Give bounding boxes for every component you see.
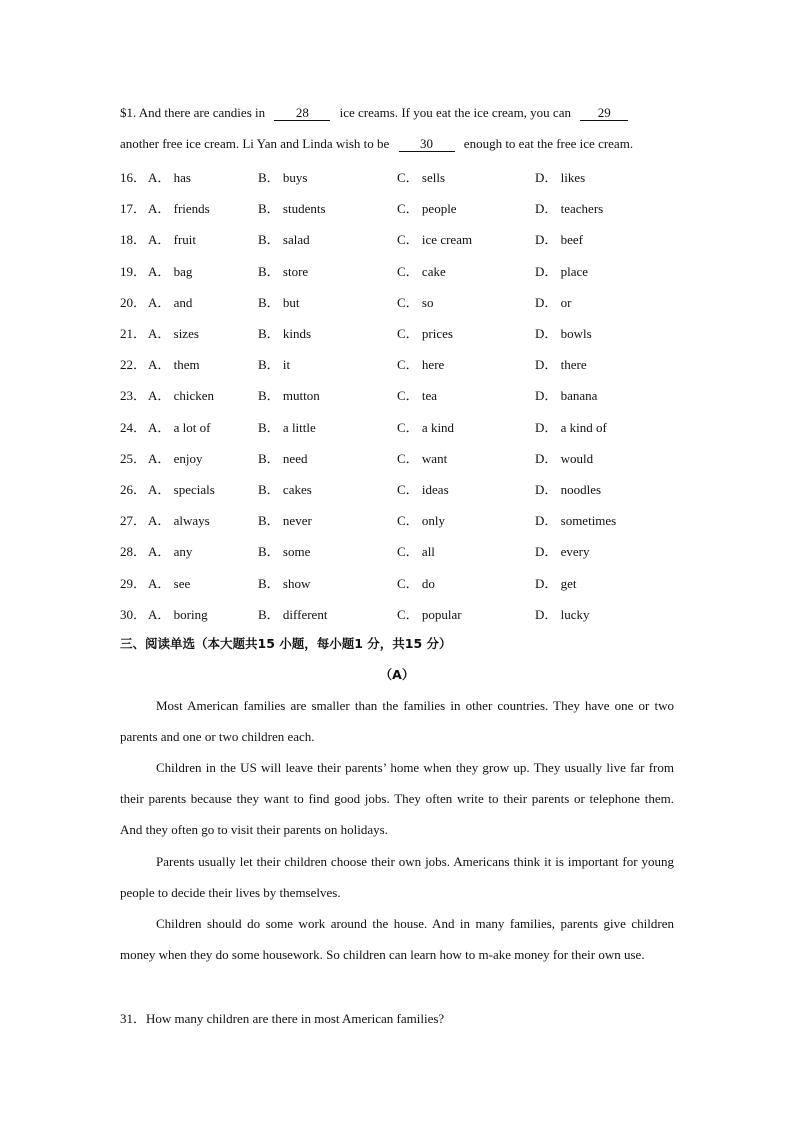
section-title: 三、阅读单选（本大题共15 小题，每小题1 分，共15 分）: [120, 636, 452, 651]
question-number: 21．: [120, 326, 147, 341]
cloze-line-1: [120, 105, 628, 121]
blank-29: 29: [580, 106, 628, 121]
option-a: A． and: [148, 294, 193, 310]
option-a: A． bag: [148, 263, 193, 279]
option-d: D． a kind of: [535, 419, 607, 435]
option-a: A． a lot of: [148, 419, 211, 435]
cloze-text: ice creams. If you eat the ice cream, you can: [339, 105, 571, 120]
option-b: B． but: [258, 294, 300, 310]
option-a: A． chicken: [148, 388, 215, 404]
option-a: A． has: [148, 170, 191, 185]
option-b: B． buys: [258, 170, 308, 185]
option-a: A． sizes: [148, 326, 199, 341]
option-d: D． noodles: [535, 482, 602, 497]
question-row: [120, 604, 680, 622]
question-row: [120, 417, 680, 435]
option-b: B． show: [258, 575, 311, 591]
question-number: 23．: [120, 388, 147, 404]
option-c: C． sells: [397, 170, 446, 185]
option-a: A． any: [148, 544, 193, 560]
option-d: D． place: [535, 263, 589, 279]
paragraph: Children should do some work around the house. And in many families, parents give children money when they do some housework. So children can learn how to m-ake money for their own use.: [120, 916, 674, 963]
option-b: B． students: [258, 201, 326, 217]
option-c: C． all: [397, 544, 435, 560]
question-row: [120, 479, 680, 497]
option-a: A． see: [148, 575, 191, 591]
question-number: 28．: [120, 544, 147, 560]
option-b: B． need: [258, 450, 308, 466]
blank-28: 28: [274, 106, 330, 121]
cloze-text: another free ice cream. Li Yan and Linda wish to be: [120, 136, 390, 151]
question-row: [120, 292, 680, 310]
question-row: [120, 323, 680, 341]
paragraph: Most American families are smaller than the families in other countries. They have one or two parents and one or two children each.: [120, 698, 674, 745]
question-number: 22．: [120, 357, 147, 373]
question-number: 30．: [120, 606, 147, 622]
question-row: [120, 573, 680, 591]
question-row: [120, 385, 680, 403]
paragraph: Parents usually let their children choose their own jobs. Americans think it is important for young people to decide their lives by themselves.: [120, 854, 674, 901]
option-a: A． always: [148, 513, 210, 529]
option-c: C． do: [397, 575, 435, 591]
option-c: C． tea: [397, 388, 438, 404]
option-c: C． popular: [397, 606, 462, 622]
question-row: [120, 541, 680, 559]
option-b: B． it: [258, 357, 291, 373]
option-b: B． some: [258, 544, 311, 560]
option-b: B． different: [258, 606, 328, 622]
option-b: B． never: [258, 513, 312, 529]
option-c: C． so: [397, 294, 434, 310]
passage-label: （A）: [379, 667, 415, 682]
question-row: [120, 261, 680, 279]
option-a: A． enjoy: [148, 450, 203, 466]
option-d: D． lucky: [535, 606, 590, 622]
option-c: C． want: [397, 450, 448, 466]
question-31: 31．How many children are there in most American families?: [120, 1011, 445, 1026]
option-c: C． cake: [397, 263, 446, 279]
option-c: C． prices: [397, 326, 453, 341]
question-row: [120, 167, 680, 185]
option-d: D． likes: [535, 170, 586, 185]
option-d: D． every: [535, 544, 590, 560]
question-number: 17．: [120, 201, 147, 217]
option-c: C． ice cream: [397, 232, 473, 248]
question-number: 25．: [120, 450, 147, 466]
option-d: D． there: [535, 357, 587, 373]
question-row: [120, 448, 680, 466]
question-number: 27．: [120, 513, 147, 529]
blank-30: 30: [399, 137, 455, 152]
cloze-text: enough to eat the free ice cream.: [463, 136, 634, 151]
option-d: D． bowls: [535, 326, 592, 341]
option-b: B． a little: [258, 419, 316, 435]
option-b: B． mutton: [258, 388, 320, 404]
option-c: C． only: [397, 513, 446, 529]
option-b: B． store: [258, 263, 309, 279]
question-number: 20．: [120, 294, 147, 310]
option-d: D． sometimes: [535, 513, 617, 529]
option-d: D． would: [535, 450, 594, 466]
option-c: C． ideas: [397, 482, 449, 497]
option-b: B． cakes: [258, 482, 312, 497]
option-d: D． or: [535, 294, 572, 310]
cloze-line-2: [120, 136, 633, 152]
question-number: 26．: [120, 482, 147, 497]
option-d: D． teachers: [535, 201, 604, 217]
paragraph: Children in the US will leave their parents’ home when they grow up. They usually live far from their parents because they want to find good jobs. They often write to their parents or telephone them. And they often go to visit their parents on holidays.: [120, 760, 674, 838]
question-row: [120, 198, 680, 216]
question-row: [120, 229, 680, 247]
option-a: A． friends: [148, 201, 210, 217]
option-d: D． banana: [535, 388, 598, 404]
question-row: [120, 354, 680, 372]
cloze-text: $1. And there are candies in: [120, 105, 266, 120]
option-b: B． salad: [258, 232, 310, 248]
question-row: [120, 510, 680, 528]
option-b: B． kinds: [258, 326, 312, 341]
option-a: A． boring: [148, 606, 208, 622]
option-c: C． people: [397, 201, 457, 217]
option-a: A． specials: [148, 482, 215, 497]
question-number: 29．: [120, 575, 147, 591]
option-d: D． beef: [535, 232, 584, 248]
option-d: D． get: [535, 575, 577, 591]
question-number: 19．: [120, 263, 147, 279]
option-c: C． a kind: [397, 419, 455, 435]
question-number: 24．: [120, 419, 147, 435]
option-a: A． fruit: [148, 232, 197, 248]
option-a: A． them: [148, 357, 200, 373]
option-c: C． here: [397, 357, 445, 373]
question-number: 18．: [120, 232, 147, 248]
question-number: 16．: [120, 170, 147, 185]
